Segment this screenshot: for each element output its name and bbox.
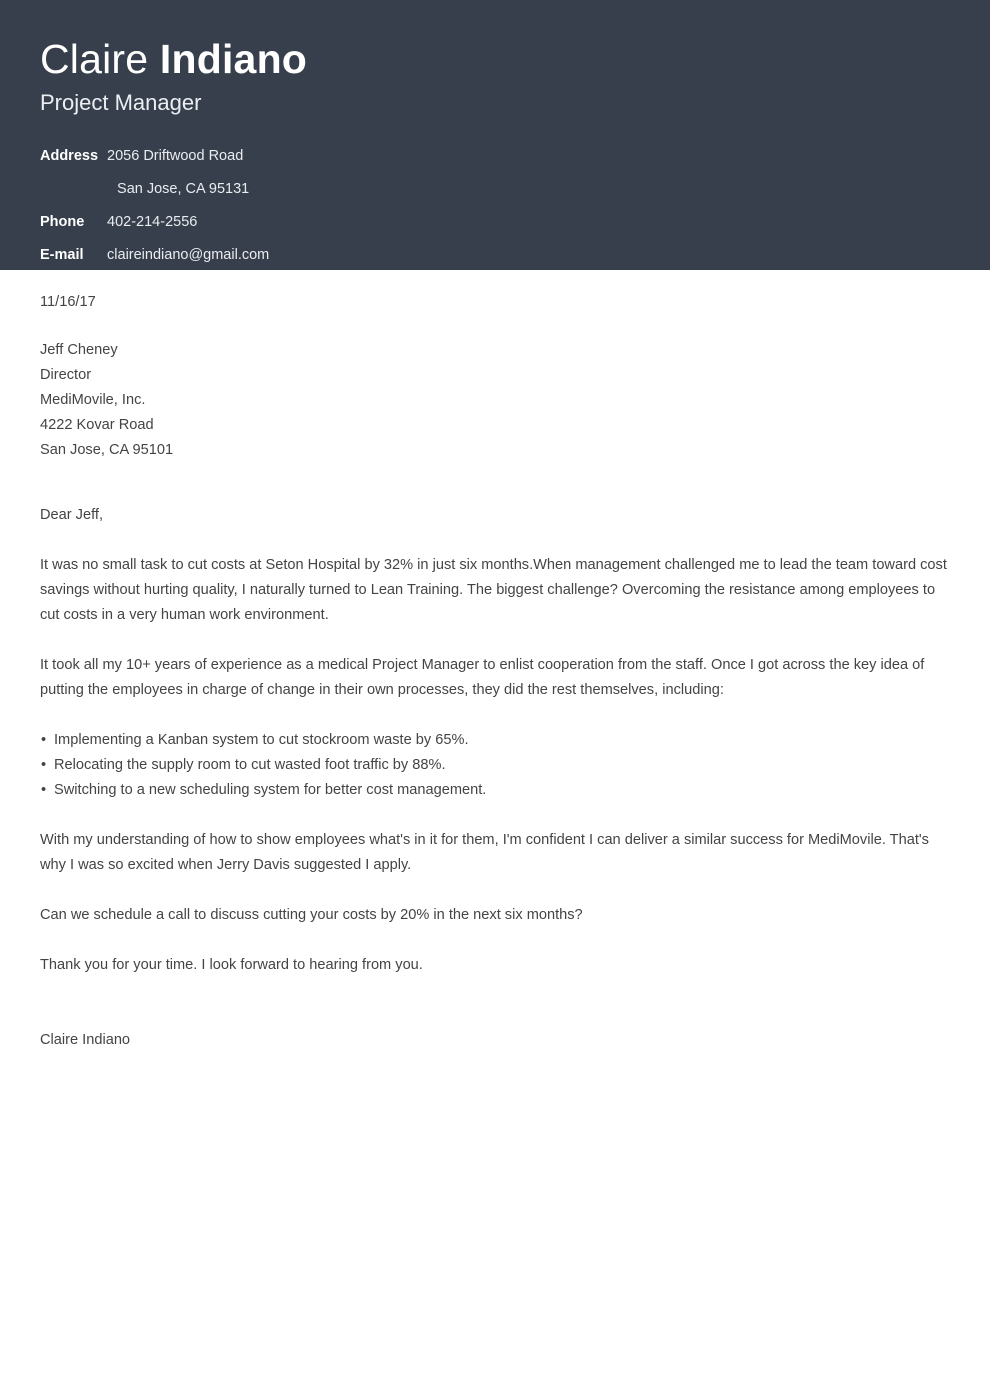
- recipient-city-state-zip: San Jose, CA 95101: [40, 442, 174, 458]
- contact-row-address-line2: [40, 173, 269, 206]
- body-paragraph-2: It took all my 10+ years of experience as a medical Project Manager to enlist cooperation from the staff. Once I got across the key idea of putting the employees in charge of change in their own processes, they did the rest themselves, including:: [40, 657, 925, 698]
- contact-row-phone: [40, 206, 269, 239]
- last-name: Indiano: [159, 36, 308, 82]
- list-item: • Relocating the supply room to cut wasted foot traffic by 88%.: [40, 753, 950, 778]
- recipient-job-title: Director: [40, 367, 92, 383]
- contact-label-phone: Phone: [40, 214, 85, 230]
- page-title: [40, 34, 950, 84]
- recipient-street: 4222 Kovar Road: [40, 417, 154, 433]
- recipient-address-block: [40, 315, 950, 463]
- list-item: • Implementing a Kanban system to cut stockroom waste by 65%.: [40, 728, 950, 753]
- list-item: • Switching to a new scheduling system for better cost management.: [40, 778, 950, 803]
- recipient-name: Jeff Cheney: [40, 342, 118, 358]
- contact-details: [40, 140, 269, 272]
- contact-label-address: Address: [40, 148, 99, 164]
- letter-date: 11/16/17: [40, 294, 96, 310]
- recipient-company: MediMovile, Inc.: [40, 392, 146, 408]
- contact-value-email: claireindiano@gmail.com: [107, 247, 270, 263]
- closing-paragraph-3: Thank you for your time. I look forward to hearing from you.: [40, 957, 423, 973]
- contact-value-address: 2056 Driftwood Road: [107, 148, 244, 164]
- letter-header: [0, 0, 990, 270]
- achievements-list: [40, 703, 950, 803]
- closing-paragraph-2: Can we schedule a call to discuss cutting your costs by 20% in the next six months?: [40, 907, 583, 923]
- contact-label-email: E-mail: [40, 247, 84, 263]
- salutation: Dear Jeff,: [40, 507, 103, 523]
- contact-row-email: [40, 239, 269, 272]
- contact-value-address-line2: San Jose, CA 95131: [117, 181, 250, 197]
- closing-paragraph-1: With my understanding of how to show employees what's in it for them, I'm confident I can deliver a similar success for MediMovile. That's why I was so excited when Jerry Davis suggested I apply.: [40, 832, 929, 873]
- first-name: Claire: [40, 36, 149, 82]
- contact-label-spacer: [40, 173, 107, 206]
- signature-name: Claire Indiano: [40, 1032, 131, 1048]
- contact-value-phone: 402-214-2556: [107, 214, 198, 230]
- letter-body: [0, 270, 990, 1053]
- body-paragraph-1: It was no small task to cut costs at Seton Hospital by 32% in just six months.When management challenged me to lead the team toward cost savings without hurting quality, I naturally turned to Lean Training. The biggest challenge? Overcoming the resistance among employees to cut costs in a very human work environment.: [40, 557, 947, 623]
- contact-row-address: [40, 140, 269, 173]
- job-title: Project Manager: [40, 90, 202, 115]
